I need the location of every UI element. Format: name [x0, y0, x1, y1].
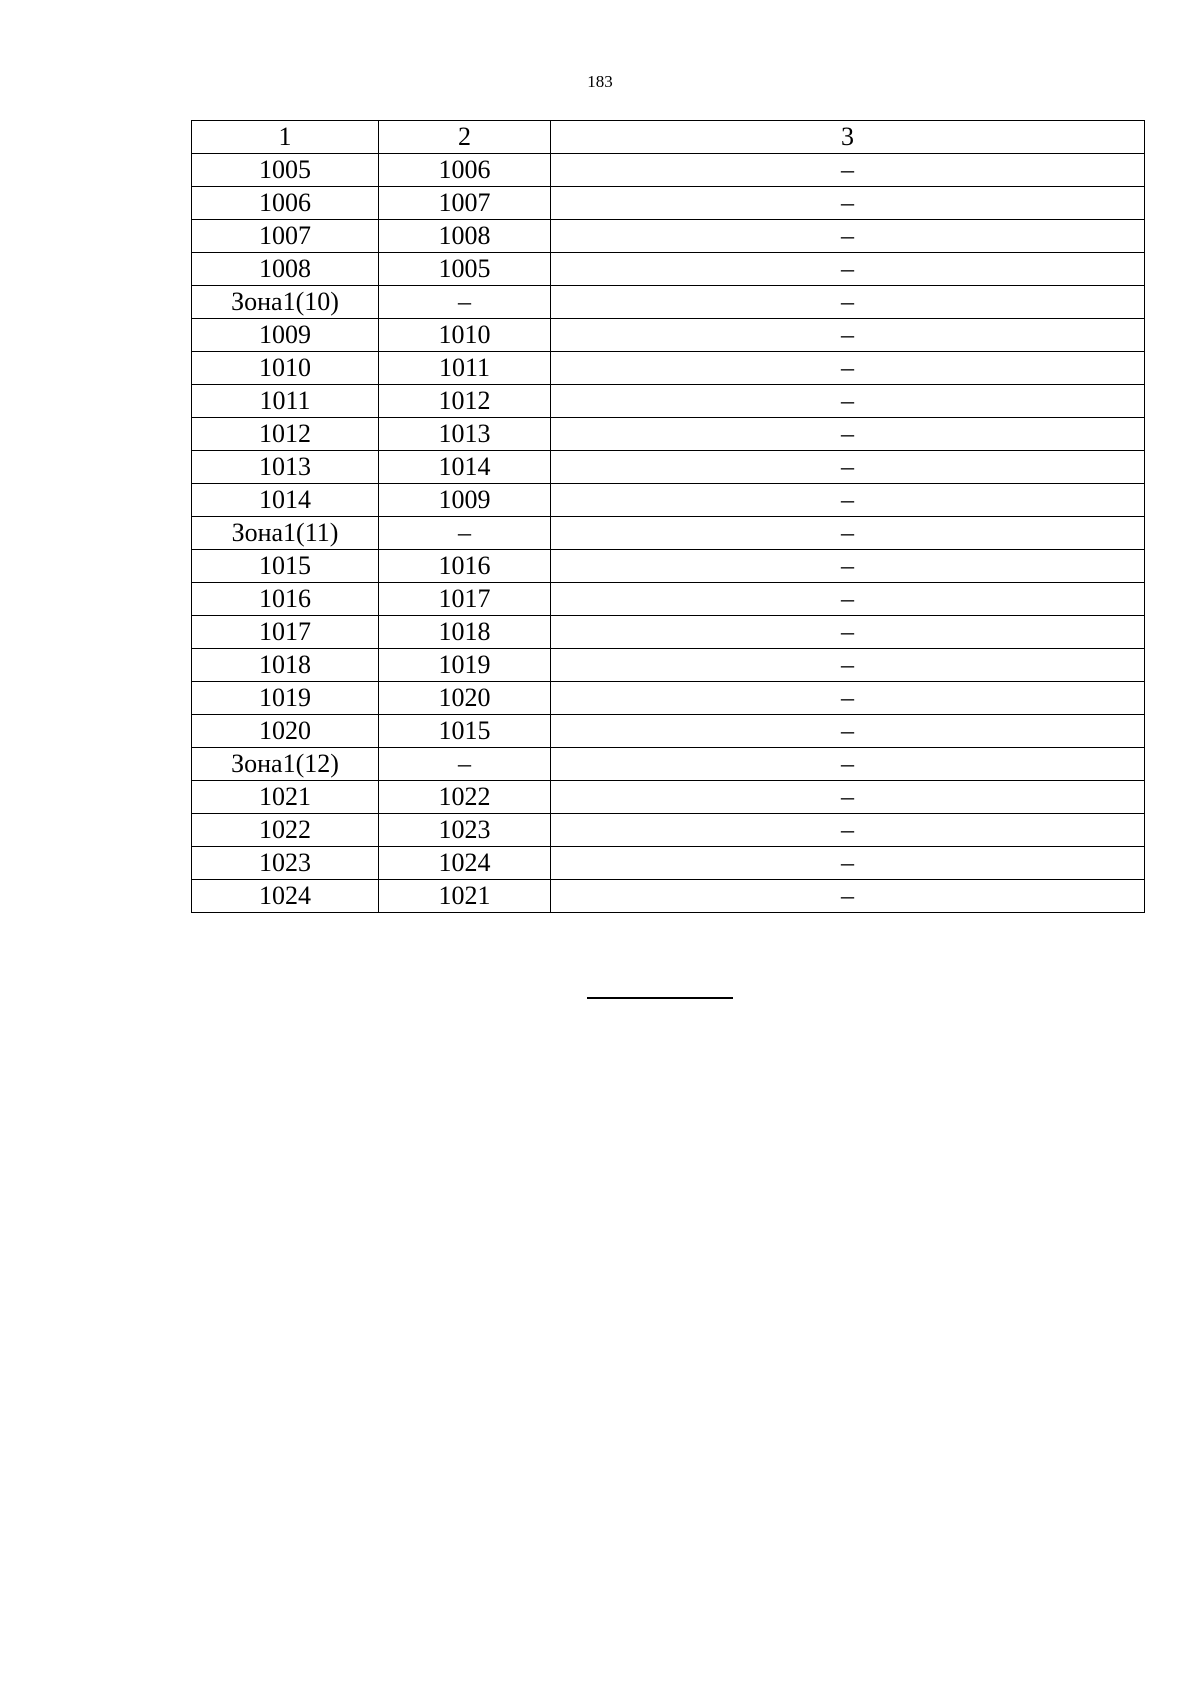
end-rule [587, 997, 733, 999]
table-cell: – [551, 352, 1145, 385]
table-cell: 1008 [192, 253, 379, 286]
table-cell: 1019 [379, 649, 551, 682]
table-cell: – [551, 451, 1145, 484]
table-cell: – [551, 715, 1145, 748]
table-cell: 1024 [379, 847, 551, 880]
table-cell: 1014 [192, 484, 379, 517]
table-cell: 1010 [192, 352, 379, 385]
table-cell: – [379, 286, 551, 319]
table-cell: 1005 [379, 253, 551, 286]
table-cell: 1009 [379, 484, 551, 517]
table-cell: Зона1(10) [192, 286, 379, 319]
table-row [192, 781, 1145, 814]
table-row [192, 550, 1145, 583]
table-cell: – [551, 517, 1145, 550]
table-cell: – [551, 550, 1145, 583]
table-cell: Зона1(11) [192, 517, 379, 550]
table-row [192, 715, 1145, 748]
table-cell: 1014 [379, 451, 551, 484]
table-row [192, 154, 1145, 187]
table-cell: 1023 [379, 814, 551, 847]
table-cell: 1007 [379, 187, 551, 220]
data-table [191, 120, 1145, 913]
table-row [192, 517, 1145, 550]
table-row [192, 286, 1145, 319]
column-header: 1 [192, 121, 379, 154]
table-row [192, 418, 1145, 451]
table-row [192, 649, 1145, 682]
table-row [192, 253, 1145, 286]
table-cell: – [551, 319, 1145, 352]
table-cell: 1016 [379, 550, 551, 583]
column-header: 3 [551, 121, 1145, 154]
table-cell: 1006 [379, 154, 551, 187]
table-cell: – [551, 253, 1145, 286]
table-row [192, 385, 1145, 418]
table-cell: – [551, 649, 1145, 682]
table-cell: 1017 [379, 583, 551, 616]
table-row [192, 814, 1145, 847]
table-row [192, 220, 1145, 253]
table-cell: 1013 [379, 418, 551, 451]
table-cell: 1007 [192, 220, 379, 253]
table-cell: – [551, 682, 1145, 715]
table-cell: 1005 [192, 154, 379, 187]
table-row [192, 847, 1145, 880]
table-cell: 1009 [192, 319, 379, 352]
table-cell: – [551, 220, 1145, 253]
table-cell: – [551, 484, 1145, 517]
table-cell: 1021 [192, 781, 379, 814]
table-cell: – [379, 517, 551, 550]
table-cell: 1011 [379, 352, 551, 385]
table-cell: 1022 [379, 781, 551, 814]
table-cell: 1019 [192, 682, 379, 715]
table-cell: 1015 [192, 550, 379, 583]
table-row [192, 451, 1145, 484]
table-row [192, 880, 1145, 913]
table-cell: 1011 [192, 385, 379, 418]
table-cell: 1021 [379, 880, 551, 913]
table-cell: – [551, 583, 1145, 616]
table-cell: – [551, 154, 1145, 187]
table-cell: 1006 [192, 187, 379, 220]
table-row [192, 352, 1145, 385]
table-cell: 1018 [379, 616, 551, 649]
table-body [192, 121, 1145, 913]
page-number: 183 [587, 72, 613, 91]
table-cell: 1020 [379, 682, 551, 715]
table-cell: – [551, 781, 1145, 814]
table-cell: – [551, 286, 1145, 319]
table-cell: 1010 [379, 319, 551, 352]
table-cell: 1018 [192, 649, 379, 682]
table-cell: 1017 [192, 616, 379, 649]
table-row [192, 682, 1145, 715]
table-cell: – [551, 385, 1145, 418]
table-header-row [192, 121, 1145, 154]
column-header: 2 [379, 121, 551, 154]
table-cell: – [379, 748, 551, 781]
table-cell: 1008 [379, 220, 551, 253]
table-cell: 1024 [192, 880, 379, 913]
table-cell: – [551, 847, 1145, 880]
table-cell: 1012 [379, 385, 551, 418]
table-cell: 1016 [192, 583, 379, 616]
table-row [192, 748, 1145, 781]
table-row [192, 583, 1145, 616]
table-cell: 1020 [192, 715, 379, 748]
table-row [192, 484, 1145, 517]
table-row [192, 616, 1145, 649]
table-cell: 1015 [379, 715, 551, 748]
table-cell: – [551, 187, 1145, 220]
table-cell: – [551, 814, 1145, 847]
table-cell: – [551, 616, 1145, 649]
table-cell: – [551, 880, 1145, 913]
table-row [192, 319, 1145, 352]
table-cell: 1013 [192, 451, 379, 484]
table-cell: 1023 [192, 847, 379, 880]
table-cell: Зона1(12) [192, 748, 379, 781]
table-cell: – [551, 748, 1145, 781]
table-cell: 1022 [192, 814, 379, 847]
table-cell: – [551, 418, 1145, 451]
table-row [192, 187, 1145, 220]
table-cell: 1012 [192, 418, 379, 451]
